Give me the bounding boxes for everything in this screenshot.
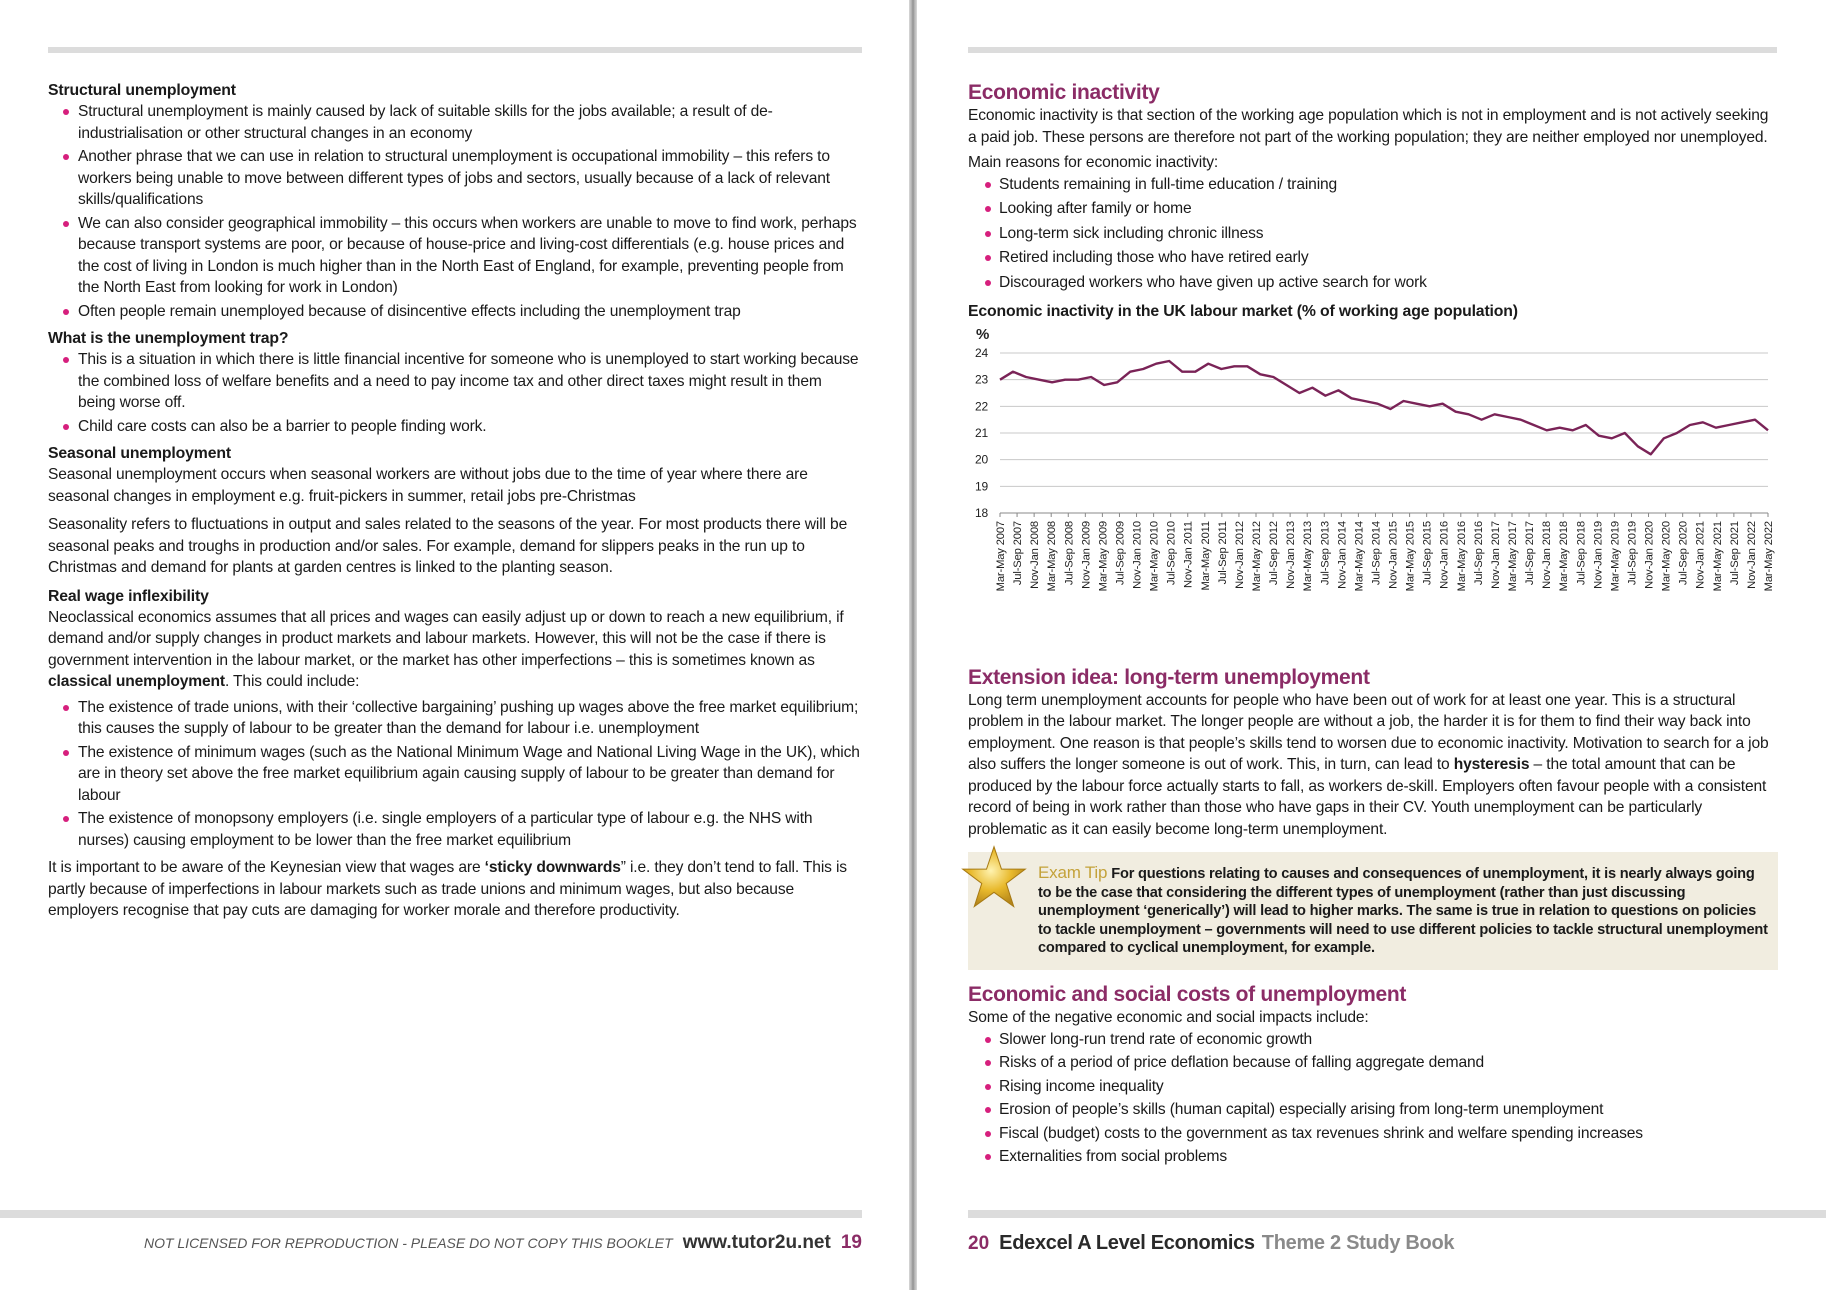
x-tick-label: Nov-Jan 2018 (1541, 520, 1554, 589)
x-tick-label: Nov-Jan 2021 (1694, 520, 1707, 589)
x-tick-label: Mar-May 2013 (1302, 520, 1315, 591)
x-tick-label: Nov-Jan 2012 (1233, 520, 1246, 589)
trap-list (48, 349, 863, 437)
x-tick-label: Mar-May 2008 (1046, 520, 1059, 591)
inactivity-list (968, 174, 1778, 294)
footer-website: www.tutor2u.net (682, 1232, 831, 1253)
y-axis-label: % (976, 325, 990, 343)
x-tick-label: Jul-Sep 2007 (1012, 520, 1025, 585)
x-tick-label: Jul-Sep 2010 (1165, 520, 1178, 585)
structural-list (48, 101, 863, 322)
list-item: Long-term sick including chronic illness (968, 223, 1778, 245)
x-tick-label: Nov-Jan 2014 (1336, 520, 1349, 589)
x-tick-label: Jul-Sep 2014 (1370, 520, 1383, 585)
list-item: Looking after family or home (968, 198, 1778, 220)
list-item: Fiscal (budget) costs to the government as tax revenues shrink and welfare spending increases (968, 1123, 1778, 1145)
x-tick-label: Nov-Jan 2019 (1592, 520, 1605, 589)
x-tick-label: Mar-May 2021 (1711, 520, 1724, 591)
trap-heading: What is the unemployment trap? (48, 330, 289, 347)
x-tick-label: Nov-Jan 2017 (1489, 520, 1502, 589)
list-item: Rising income inequality (968, 1076, 1778, 1098)
left-footer (144, 1232, 862, 1254)
list-item: Erosion of people’s skills (human capital) especially arising from long-term unemployment (968, 1099, 1778, 1121)
x-tick-label: Mar-May 2019 (1609, 520, 1622, 591)
y-tick-label: 22 (974, 398, 988, 413)
y-tick-label: 24 (974, 345, 988, 360)
x-tick-label: Jul-Sep 2020 (1677, 520, 1690, 585)
star-icon (960, 844, 1028, 912)
x-tick-label: Mar-May 2007 (995, 520, 1007, 591)
list-item: Structural unemployment is mainly caused by lack of suitable skills for the jobs available; a result of de-industrialisation or other structural changes in an economy (48, 101, 863, 144)
list-item: Child care costs can also be a barrier to people finding work. (48, 416, 863, 438)
inactivity-reasons-intro: Main reasons for economic inactivity: (968, 154, 1219, 171)
left-content (48, 80, 863, 922)
exam-tip-label: Exam Tip (1038, 863, 1108, 882)
x-tick-label: Mar-May 2016 (1455, 520, 1468, 591)
x-tick-label: Jul-Sep 2012 (1268, 520, 1281, 585)
x-tick-label: Mar-May 2012 (1251, 520, 1263, 591)
inactivity-heading: Economic inactivity (968, 81, 1160, 104)
list-item: Discouraged workers who have given up active search for work (968, 272, 1778, 294)
extension-heading: Extension idea: long-term unemployment (968, 665, 1370, 689)
page-number: 20 (968, 1233, 990, 1254)
x-tick-label: Nov-Jan 2015 (1387, 520, 1400, 589)
x-tick-label: Mar-May 2014 (1353, 520, 1366, 591)
x-tick-label: Nov-Jan 2009 (1080, 520, 1093, 589)
hysteresis-term: hysteresis (1453, 756, 1530, 773)
list-item: Another phrase that we can use in relation to structural unemployment is occupational immobility – this refers to workers being unable to move between different types of jobs and sectors, usually because of a lack of relevant skills/qualifications (48, 146, 863, 211)
x-tick-label: Jul-Sep 2018 (1575, 520, 1588, 585)
x-tick-label: Nov-Jan 2016 (1438, 520, 1451, 589)
realwage-list (48, 697, 863, 852)
chart-title: Economic inactivity in the UK labour market (% of working age population) (968, 303, 1518, 320)
y-tick-label: 19 (974, 478, 988, 493)
list-item: Externalities from social problems (968, 1146, 1778, 1168)
right-footer (968, 1232, 1454, 1255)
realwage-paragraph-1: Neoclassical economics assumes that all prices and wages can easily adjust up or down to reach a new equilibrium, if demand and/or supply changes in product markets and labour markets. However, this will not be the case if there is government intervention in the labour market, or the market has other imperfections – this is sometimes known as classical unemployment. This could include: (48, 608, 844, 690)
x-tick-label: Nov-Jan 2008 (1029, 520, 1042, 589)
x-tick-label: Jul-Sep 2017 (1524, 520, 1537, 585)
bottom-rule (0, 1210, 862, 1218)
footer-disclaimer: NOT LICENSED FOR REPRODUCTION - PLEASE DO NOT COPY THIS BOOKLET (143, 1235, 673, 1251)
sticky-downwards-term: ‘sticky downwards (484, 859, 621, 876)
realwage-paragraph-2: It is important to be aware of the Keynesian view that wages are ‘sticky downwards” i.e. they don’t tend to fall. This is partly because of imperfections in labour markets such as trade unions and minimum wages, but also because employers recognise that pay cuts are damaging for worker morale and therefore productivity. (48, 859, 847, 919)
top-rule (968, 47, 1777, 53)
x-tick-label: Mar-May 2015 (1404, 520, 1417, 591)
x-tick-label: Nov-Jan 2022 (1745, 520, 1758, 589)
x-tick-label: Jul-Sep 2009 (1114, 520, 1127, 585)
x-tick-label: Jul-Sep 2013 (1319, 520, 1332, 585)
x-tick-label: Mar-May 2011 (1199, 520, 1212, 590)
x-tick-label: Jul-Sep 2015 (1421, 520, 1434, 585)
x-tick-label: Nov-Jan 2013 (1285, 520, 1298, 589)
seasonal-heading: Seasonal unemployment (48, 445, 231, 462)
costs-heading: Economic and social costs of unemployment (968, 983, 1407, 1006)
bottom-rule (968, 1210, 1826, 1218)
y-tick-label: 18 (974, 505, 988, 520)
chart-svg (968, 325, 1778, 665)
x-tick-label: Jul-Sep 2011 (1216, 520, 1229, 584)
x-tick-label: Jul-Sep 2019 (1626, 520, 1639, 585)
series-line (1000, 361, 1768, 454)
left-page (0, 0, 909, 1290)
top-rule (48, 47, 862, 53)
y-tick-label: 20 (974, 452, 988, 467)
x-tick-label: Mar-May 2022 (1763, 520, 1775, 591)
y-tick-label: 23 (974, 372, 988, 387)
x-tick-label: Mar-May 2009 (1097, 520, 1110, 591)
list-item: The existence of trade unions, with their ‘collective bargaining’ pushing up wages above the free market equilibrium; this causes the supply of labour to be greater than the demand for labour i.e. unemployment (48, 697, 863, 740)
x-tick-label: Mar-May 2018 (1558, 520, 1571, 591)
list-item: Risks of a period of price deflation because of falling aggregate demand (968, 1052, 1778, 1074)
footer-book-title: Edexcel A Level Economics (999, 1232, 1255, 1254)
footer-theme: Theme 2 Study Book (1261, 1232, 1455, 1254)
seasonal-paragraph-1: Seasonal unemployment occurs when seasonal workers are without jobs due to the time of year where there are seasonal changes in employment e.g. fruit-pickers in summer, retail jobs pre-Christmas (48, 466, 808, 505)
book-gutter (909, 0, 917, 1290)
inactivity-paragraph: Economic inactivity is that section of the working age population which is not in employment and is not actively seeking a paid job. These persons are therefore not part of the working population; they are neither employed nor unemployed. (968, 107, 1769, 146)
x-tick-label: Nov-Jan 2010 (1131, 520, 1144, 589)
costs-intro: Some of the negative economic and social impacts include: (968, 1009, 1369, 1026)
x-tick-label: Mar-May 2020 (1660, 520, 1673, 591)
extension-paragraph: Long term unemployment accounts for people who have been out of work for at least one year. This is a structural problem in the labour market. The longer people are without a job, the harder it is for them to find their way back into employment. One reason is that people’s skills tend to worsen due to economic inactivity. Motivation to search for a job also suffers the longer someone is out of work. This, in turn, can lead to hysteresis – the total amount that can be produced by the labour force actually starts to fall, as workers de-skill. Employers often favour people with a consistent record of being in work rather than those who have gaps in their CV. Youth unemployment can be particularly problematic as it can easily become long-term unemployment. (968, 691, 1769, 838)
list-item: Slower long-run trend rate of economic growth (968, 1029, 1778, 1051)
exam-tip-box (968, 852, 1778, 970)
x-tick-label: Mar-May 2017 (1507, 520, 1519, 591)
right-page (917, 0, 1826, 1290)
x-tick-label: Nov-Jan 2020 (1643, 520, 1656, 589)
list-item: The existence of minimum wages (such as the National Minimum Wage and National Living Wage in the UK), which are in theory set above the free market equilibrium again causing supply of labour to be greater than demand for labour (48, 742, 863, 807)
list-item: We can also consider geographical immobility – this occurs when workers are unable to move to find work, perhaps because transport systems are poor, or because of house-price and living-cost differentials (e.g. house prices and the cost of living in London is much higher than in the North East of England, for example, preventing people from the North East from looking for work in London) (48, 213, 863, 299)
x-tick-label: Nov-Jan 2011 (1182, 520, 1195, 588)
y-tick-label: 21 (974, 425, 988, 440)
page-number: 19 (840, 1232, 862, 1253)
list-item: The existence of monopsony employers (i.e. single employers of a particular type of labour e.g. the NHS with nurses) causing employment to be lower than the free market equilibrium (48, 808, 863, 851)
classical-unemployment-term: classical unemployment (48, 673, 225, 690)
x-tick-label: Mar-May 2010 (1148, 520, 1161, 591)
structural-heading: Structural unemployment (48, 82, 236, 99)
list-item: This is a situation in which there is little financial incentive for someone who is unemployed to start working because the combined loss of welfare benefits and a need to pay income tax and other direct taxes might result in them being worse off. (48, 349, 863, 414)
seasonal-paragraph-2: Seasonality refers to fluctuations in output and sales related to the seasons of the year. For most products there will be seasonal peaks and troughs in production and/or sales. For example, demand for slippers peaks in the run up to Christmas and demand for plants at garden centres is linked to the planting season. (48, 516, 848, 576)
list-item: Students remaining in full-time education / training (968, 174, 1778, 196)
realwage-heading: Real wage inflexibility (48, 587, 209, 605)
inactivity-chart (968, 325, 1778, 665)
exam-tip-text: Exam Tip For questions relating to causes and consequences of unemployment, it is nearly always going to be the case that considering the different types of unemployment (rather than just discussing unemployment ‘generically’) will lead to higher marks. The same is true in relation to questions on policies to tackle unemployment – governments will need to use different policies to tackle structural unemployment compared to cyclical unemployment, for example. (1038, 863, 1768, 957)
x-tick-label: Jul-Sep 2016 (1472, 520, 1485, 585)
costs-list (968, 1029, 1778, 1168)
list-item: Retired including those who have retired early (968, 247, 1778, 269)
x-tick-label: Jul-Sep 2008 (1063, 520, 1076, 585)
x-tick-label: Jul-Sep 2021 (1728, 520, 1741, 585)
right-content (968, 80, 1778, 1170)
list-item: Often people remain unemployed because of disincentive effects including the unemployment trap (48, 301, 863, 323)
